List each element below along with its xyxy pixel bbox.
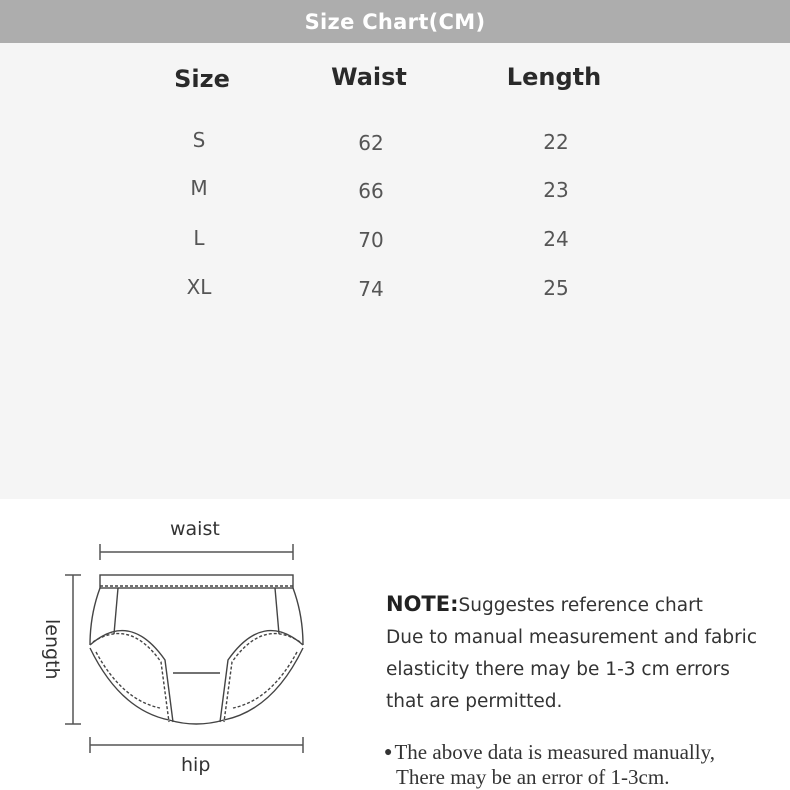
- waist-label: waist: [170, 518, 220, 540]
- note-prefix: NOTE:: [386, 592, 459, 616]
- column-header-size: Size: [174, 65, 230, 93]
- briefs-outline-icon: [30, 500, 330, 790]
- cell-size: S: [192, 128, 206, 152]
- note-text: Suggestes reference chart: [458, 595, 703, 616]
- cell-length: 23: [543, 178, 569, 202]
- note-line-4: that are permitted.: [386, 691, 563, 712]
- note-section: [386, 588, 786, 718]
- cell-length: 22: [543, 130, 569, 154]
- measurement-diagram: [30, 500, 330, 790]
- note-line-2: Due to manual measurement and fabric: [386, 627, 757, 648]
- cell-size: XL: [186, 275, 212, 299]
- cell-waist: 74: [358, 277, 384, 301]
- footnote-line-1: [384, 740, 715, 765]
- footnote-line-2: There may be an error of 1-3cm.: [396, 765, 670, 789]
- cell-waist: 70: [358, 228, 384, 252]
- size-table: [0, 43, 790, 499]
- bullet-icon: ●: [384, 745, 393, 760]
- column-header-length: Length: [506, 63, 602, 91]
- footnote: [384, 740, 715, 789]
- footnote-text-1: The above data is measured manually,: [394, 740, 715, 764]
- length-label: length: [41, 619, 63, 680]
- page-title: Size Chart(CM): [304, 9, 486, 34]
- cell-length: 25: [543, 276, 569, 300]
- cell-waist: 62: [358, 131, 384, 155]
- column-header-waist: Waist: [331, 63, 407, 91]
- note-line-3: elasticity there may be 1-3 cm errors: [386, 659, 730, 680]
- size-chart-header: [0, 0, 790, 43]
- cell-size: L: [193, 226, 205, 250]
- note-line-1: [386, 588, 786, 622]
- cell-waist: 66: [358, 179, 384, 203]
- cell-length: 24: [543, 227, 569, 251]
- cell-size: M: [190, 176, 208, 200]
- hip-label: hip: [181, 754, 211, 776]
